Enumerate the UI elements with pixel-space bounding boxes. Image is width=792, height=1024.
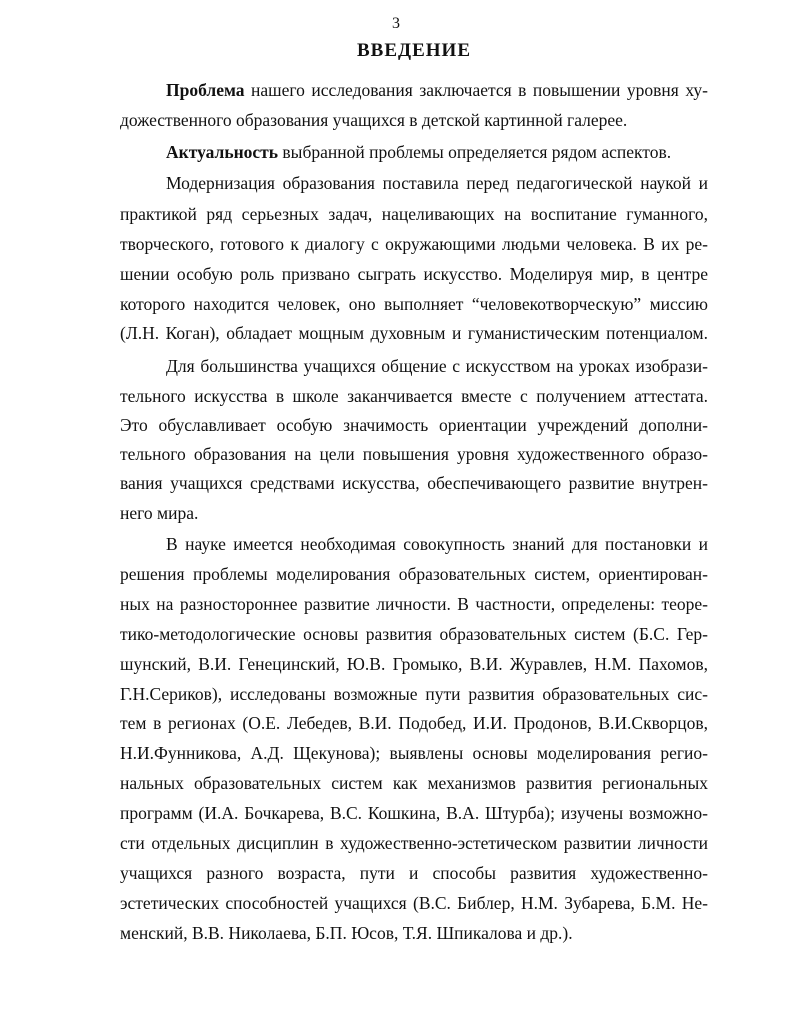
text-line: Г.Н.Сериков), исследованы возможные пути развития образовательных сис-	[120, 684, 708, 704]
text-line: менский, В.В. Николаева, Б.П. Юсов, Т.Я. Шпикалова и др.).	[120, 923, 573, 943]
text-line: нальных образовательных систем как механизмов развития региональных	[120, 773, 708, 793]
text-line: шунский, В.И. Генецинский, Ю.В. Громыко, В.И. Журавлев, Н.М. Пахомов,	[120, 654, 708, 674]
text-line: эстетических способностей учащихся (В.С. Библер, Н.М. Зубарева, Б.М. Не-	[120, 893, 708, 913]
text-line: учащихся разного возраста, пути и способы развития художественно-	[120, 863, 708, 883]
text-line: тельного образования на цели повышения уровня художественного образо-	[120, 444, 708, 464]
text-line: ных на разностороннее развитие личности. В частности, определены: теоре-	[120, 594, 708, 614]
text-line: него мира.	[120, 503, 199, 523]
text-line	[166, 79, 708, 101]
text-line: вания учащихся средствами искусства, обеспечивающего развитие внутрен-	[120, 473, 708, 493]
text-line: тем в регионах (О.Е. Лебедев, В.И. Подобед, И.И. Продонов, В.И.Скворцов,	[120, 713, 708, 733]
text-line: (Л.Н. Коган), обладает мощным духовным и гуманистическим потенциалом.	[120, 323, 708, 343]
text-line: шении особую роль призвано сыграть искусство. Моделируя мир, в центре	[120, 264, 708, 284]
text-line: дожественного образования учащихся в детской картинной галерее.	[120, 110, 628, 130]
bold-term: Проблема	[166, 80, 245, 100]
line-text: выбранной проблемы определяется рядом аспектов.	[278, 142, 672, 162]
text-line: Для большинства учащихся общение с искусством на уроках изобрази-	[166, 356, 708, 376]
text-line: программ (И.А. Бочкарева, В.С. Кошкина, В.А. Штурба); изучены возможно-	[120, 803, 708, 823]
text-line: тико-методологические основы развития образовательных систем (Б.С. Гер-	[120, 624, 708, 644]
text-line: практикой ряд серьезных задач, нацеливающих на воспитание гуманного,	[120, 204, 708, 224]
text-line: которого находится человек, оно выполняет “человекотворческую” миссию	[120, 294, 708, 314]
text-line: Н.И.Фунникова, А.Д. Щекунова); выявлены основы моделирования регио-	[120, 743, 708, 763]
page-title: ВВЕДЕНИЕ	[357, 40, 471, 61]
text-line: Модернизация образования поставила перед педагогической наукой и	[166, 173, 708, 193]
text-line: решения проблемы моделирования образовательных систем, ориентирован-	[120, 564, 708, 584]
text-line: сти отдельных дисциплин в художественно-эстетическом развитии личности	[120, 833, 708, 853]
text-line: Это обуславливает особую значимость ориентации учреждений дополни-	[120, 415, 708, 435]
text-line: В науке имеется необходимая совокупность знаний для постановки и	[166, 534, 708, 554]
text-line: тельного искусства в школе заканчивается вместе с получением аттестата.	[120, 386, 708, 406]
page-number: 3	[392, 15, 400, 32]
bold-term: Актуальность	[166, 142, 279, 162]
text-line: творческого, готового к диалогу с окружающими людьми человека. В их ре-	[120, 234, 708, 254]
text-line	[166, 141, 708, 163]
line-text: нашего исследования заключается в повышении уровня ху-	[244, 80, 708, 100]
